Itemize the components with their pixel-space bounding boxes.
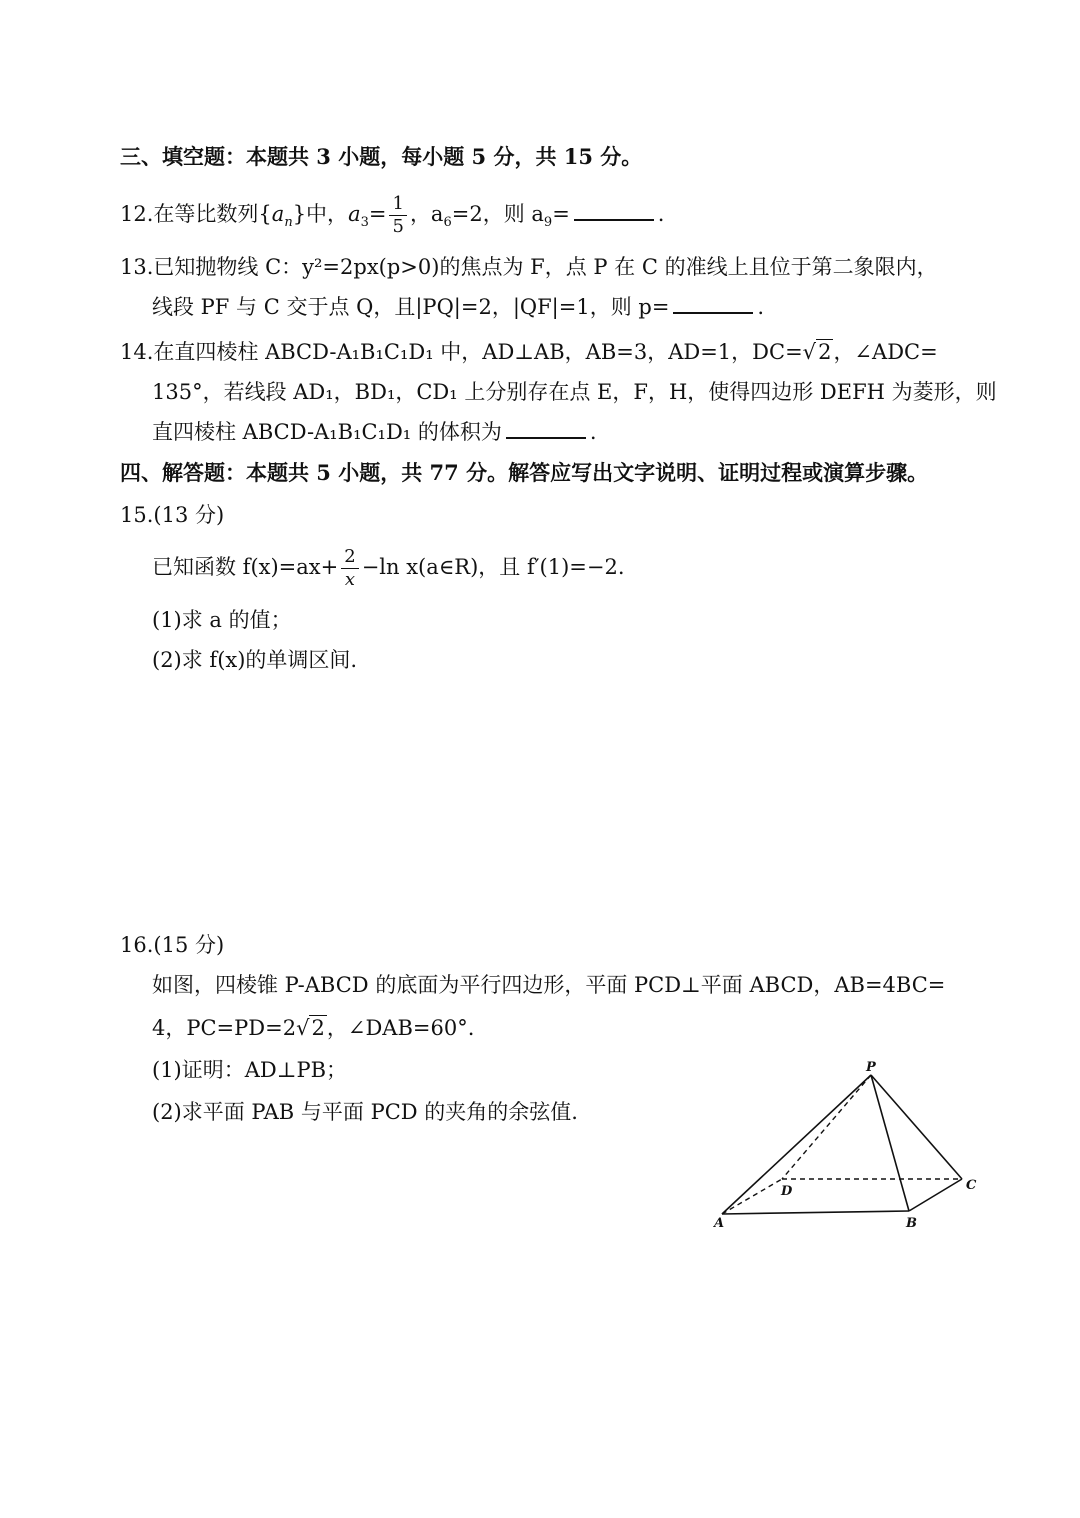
question-14-line-1: 14.在直四棱柱 ABCD-A₁B₁C₁D₁ 中，AD⊥AB，AB=3，AD=1，DC=√2，∠ADC=: [120, 340, 938, 364]
question-16-part-1: (1)证明：AD⊥PB；: [152, 1058, 348, 1082]
question-16-line-2: 4，PC=PD=2√2，∠DAB=60°.: [152, 1016, 475, 1040]
label-A: A: [714, 1216, 725, 1231]
edge-BC: [909, 1179, 962, 1211]
question-16-part-2: (2)求平面 PAB 与平面 PCD 的夹角的余弦值.: [152, 1100, 578, 1124]
question-14-line-3: 直四棱柱 ABCD-A₁B₁C₁D₁ 的体积为 .: [152, 420, 597, 444]
section-3-header: 三、填空题：本题共 3 小题，每小题 5 分，共 15 分。: [120, 144, 643, 169]
question-15-stem: 已知函数 f(x)=ax+ $\frac{2}{x}$ −ln x(a∈R)，且 f′(1)=−2.: [152, 546, 625, 590]
edge-AB: [722, 1211, 909, 1214]
question-14-line-2: 135°，若线段 AD₁，BD₁，CD₁ 上分别存在点 E，F，H，使得四边形 DEFH 为菱形，则: [152, 380, 997, 404]
question-15-title: 15.(13 分): [120, 503, 225, 527]
edge-PC: [871, 1075, 962, 1179]
label-P: P: [866, 1060, 876, 1075]
question-15-part-1: (1)求 a 的值；: [152, 608, 292, 632]
answer-blank-12: [574, 201, 654, 221]
label-D: D: [781, 1184, 793, 1199]
edge-AD: [722, 1179, 782, 1214]
label-C: C: [966, 1178, 977, 1193]
answer-blank-13: [673, 294, 753, 314]
question-16-title: 16.(15 分): [120, 933, 225, 957]
question-13-line-2: 线段 PF 与 C 交于点 Q，且|PQ|=2，|QF|=1，则 p= .: [152, 295, 765, 319]
pyramid-figure: [705, 1055, 995, 1240]
fraction-one-fifth: $\frac{1}{5}$: [389, 195, 406, 236]
answer-blank-14: [506, 419, 586, 439]
question-13-line-1: 13.已知抛物线 C：y²=2px(p>0)的焦点为 F，点 P 在 C 的准线上且位于第二象限内，: [120, 255, 938, 279]
fraction-two-over-x: $\frac{2}{x}$: [341, 548, 358, 589]
edge-PD: [782, 1075, 871, 1179]
question-12: 12.在等比数列$\{a_n\}$中，$a_3=$ $\frac{1}{5}$ ，$a_6=2$，则 $a_9=$ .: [120, 193, 665, 237]
question-16-line-1: 如图，四棱锥 P-ABCD 的底面为平行四边形，平面 PCD⊥平面 ABCD，AB=4BC=: [152, 973, 946, 997]
edge-PB: [871, 1075, 909, 1211]
question-15-part-2: (2)求 f(x)的单调区间.: [152, 648, 358, 672]
section-4-header: 四、解答题：本题共 5 小题，共 77 分。解答应写出文字说明、证明过程或演算步骤。: [120, 460, 929, 485]
label-B: B: [906, 1216, 917, 1231]
edge-PA: [722, 1075, 871, 1214]
